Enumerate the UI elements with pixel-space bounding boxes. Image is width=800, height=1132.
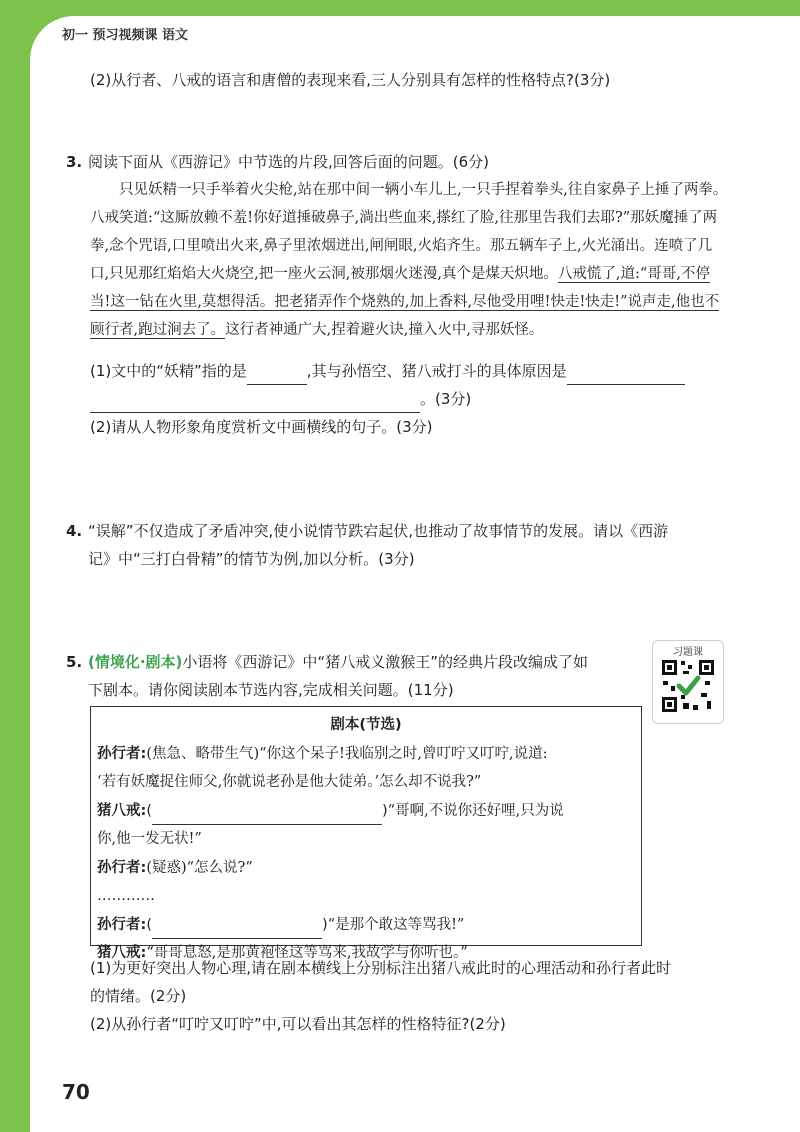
answer-blank-1[interactable] (247, 364, 307, 385)
paren-close: ) (381, 802, 388, 819)
paren-open-2: ( (146, 916, 152, 933)
q4-line1 (66, 517, 746, 545)
q5-sub2: (2)从孙行者“叮咛又叮咛”中,可以看出其怎样的性格特征?(2分) (90, 1015, 506, 1033)
q4-line2: 记》中“三打白骨精”的情节为例,加以分析。(3分) (88, 550, 415, 568)
answer-blank-zhu[interactable] (152, 804, 382, 825)
q2-sub2: (2)从行者、八戒的语言和唐僧的表现来看,三人分别具有怎样的性格特点?(3分) (90, 71, 611, 89)
q3-sub1-c: 。(3分) (420, 390, 472, 408)
script-line-3 (91, 797, 641, 826)
paren-open: ( (146, 802, 152, 819)
script-line-2: ‘若有妖魔捉住师父,你就说老孙是他大徒弟。’怎么却不说我?” (97, 774, 482, 790)
q3-passage-end: 这行者神通广大,捏着避火诀,撞入火中,寻那妖怪。 (225, 322, 544, 338)
q5-text1: 小语将《西游记》中“猪八戒义激猴王”的经典片段改编成了如 (182, 653, 588, 671)
script-line-4: 你,他一发无状!” (97, 831, 202, 847)
role-sun: 孙行者: (97, 745, 147, 762)
q4-number: 4. (66, 522, 83, 540)
q3-sub1-b: ,其与孙悟空、猪八戒打斗的具体原因是 (306, 362, 567, 380)
q5-tag: (情境化·剧本) (88, 653, 183, 671)
script-title: 剧本(节选) (330, 717, 402, 733)
q5-line1 (66, 648, 656, 676)
script-text-8: “哥哥息怒,是那黄袍怪这等骂来,我故学与你听也。” (146, 945, 468, 961)
qr-label: 习题课 (673, 647, 703, 658)
role-zhu: 猪八戒: (97, 802, 147, 819)
script-line-1 (91, 740, 641, 769)
q3-passage (90, 176, 730, 344)
q5-sub1-line1: (1)为更好突出人物心理,请在剧本横线上分别标注出猪八戒此时的心理活动和孙行者此时 (90, 959, 672, 977)
page-number: 70 (62, 1080, 90, 1104)
q5-line2: 下剧本。请你阅读剧本节选内容,完成相关问题。(11分) (88, 681, 454, 699)
answer-blank-sun[interactable] (152, 918, 322, 939)
q5-number: 5. (66, 653, 83, 671)
role-sun-2: 孙行者: (97, 859, 147, 876)
q3-prompt-text: 阅读下面从《西游记》中节选的片段,回答后面的问题。(6分) (88, 153, 490, 171)
qr-code-card[interactable] (652, 640, 724, 724)
role-sun-3: 孙行者: (97, 916, 147, 933)
q3-passage-start: 只见妖精一只手举着火尖枪,站在那中间一辆小车儿上,一只手捏着拳头,往自家鼻子上捶了两拳。八戒笑道:“这厮放赖不羞!你好道捶破鼻子,淌出些血来,搽红了脸,往那里告我们去耶?”那妖魔捶了两拳,念个咒语,口里喷出火来,鼻子里浓烟迸出,闸闸眼,火焰齐生。那五辆车子上,火光涌出。连喷了几口,只见那红焰焰大火烧空,把一座火云洞,被那烟火迷漫,真个是煤天炽地。 (90, 182, 728, 282)
page-header: 初一 预习视频课 语文 (62, 28, 189, 43)
script-text-7: “是那个敢这等骂我!” (327, 916, 465, 933)
q3-sub1 (90, 357, 740, 385)
script-line-6: ………… (97, 888, 155, 904)
paren-close-2: ) (321, 916, 328, 933)
q3-passage-underlined: 八戒慌了,道:“哥哥,不停当!这一钻在火里,莫想得活。把老猪弄作个烧熟的,加上香料,尽他受用哩!快走!快走!”说声走,他也不顾行者,跑过涧去了。 (90, 266, 720, 338)
answer-blank-2[interactable] (567, 364, 685, 385)
script-text-1: (焦急、略带生气)“你这个呆子!我临别之时,曾叮咛又叮咛,说道: (146, 745, 548, 762)
qr-code-icon (661, 659, 715, 713)
q3-sub2: (2)请从人物形象角度赏析文中画横线的句子。(3分) (90, 418, 433, 436)
script-excerpt-box (90, 706, 642, 961)
role-zhu-2: 猪八戒: (97, 945, 147, 961)
q3-sub1-a: (1)文中的“妖精”指的是 (90, 362, 247, 380)
script-text-5: (疑惑)“怎么说?” (146, 859, 253, 876)
script-line-7 (91, 911, 641, 940)
q3-number: 3. (66, 153, 83, 171)
q5-sub1-line2: 的情绪。(2分) (90, 987, 187, 1005)
q4-text1: “误解”不仅造成了矛盾冲突,使小说情节跌宕起伏,也推动了故事情节的发展。请以《西游 (88, 522, 669, 540)
q3-prompt (66, 148, 736, 176)
q3-sub1-cont (90, 385, 740, 413)
answer-blank-3[interactable] (90, 392, 420, 413)
script-text-3: “哥啊,不说你还好哩,只为说 (387, 802, 564, 819)
script-line-5 (91, 854, 641, 883)
